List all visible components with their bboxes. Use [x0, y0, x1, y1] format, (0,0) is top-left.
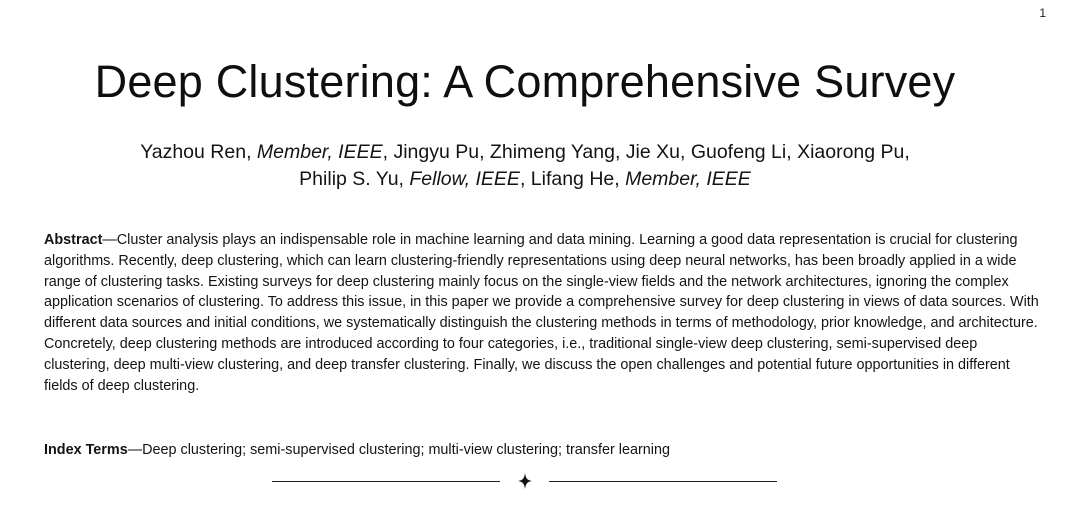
paper-title: Deep Clustering: A Comprehensive Survey: [94, 56, 956, 107]
author-name: , Lifang He,: [519, 168, 626, 190]
author-line-1: [0, 139, 1050, 166]
author-membership: Member, IEEE: [256, 141, 383, 163]
abstract-text: Cluster analysis plays an indispensable role in machine learning and data mining. Learning a good data representation is crucial for clustering algorithms. Recently, deep clustering, which can learn clustering-friendly representations using deep neural networks, has been broadly applied in a wide range of clustering tasks. Existing surveys for deep clustering mainly focus on the single-view fields and the network architectures, ignoring the complex application scenarios of clustering. To address this issue, in this paper we provide a comprehensive survey for deep clustering in views of data sources. With different data sources and initial conditions, we systematically distinguish the clustering methods in terms of methodology, prior knowledge, and architecture. Concretely, deep clustering methods are introduced according to four categories, i.e., traditional single-view deep clustering, semi-supervised deep clustering, deep multi-view clustering, and deep transfer clustering. Finally, we discuss the open challenges and potential future opportunities in different fields of deep clustering.: [44, 232, 1039, 394]
author-line-2: [0, 166, 1050, 193]
index-terms: [44, 440, 1039, 460]
abstract-label: Abstract: [44, 232, 103, 248]
section-divider: [272, 471, 778, 491]
divider-rule-right: [549, 481, 777, 482]
abstract: [44, 230, 1039, 396]
page-number: 1: [1039, 6, 1046, 20]
author-name: Philip S. Yu,: [299, 168, 410, 190]
index-terms-dash: —: [127, 442, 143, 458]
index-terms-label: Index Terms: [44, 442, 128, 458]
divider-rule-left: [272, 481, 500, 482]
author-list: [0, 139, 1050, 193]
abstract-dash: —: [102, 232, 117, 248]
author-membership: Member, IEEE: [625, 168, 751, 190]
author-membership: Fellow, IEEE: [409, 168, 520, 190]
four-point-star-icon: [513, 471, 537, 491]
author-names: , Jingyu Pu, Zhimeng Yang, Jie Xu, Guofeng Li, Xiaorong Pu,: [382, 141, 910, 163]
index-terms-text: Deep clustering; semi-supervised clustering; multi-view clustering; transfer learning: [142, 442, 670, 458]
author-name: Yazhou Ren,: [140, 141, 257, 163]
